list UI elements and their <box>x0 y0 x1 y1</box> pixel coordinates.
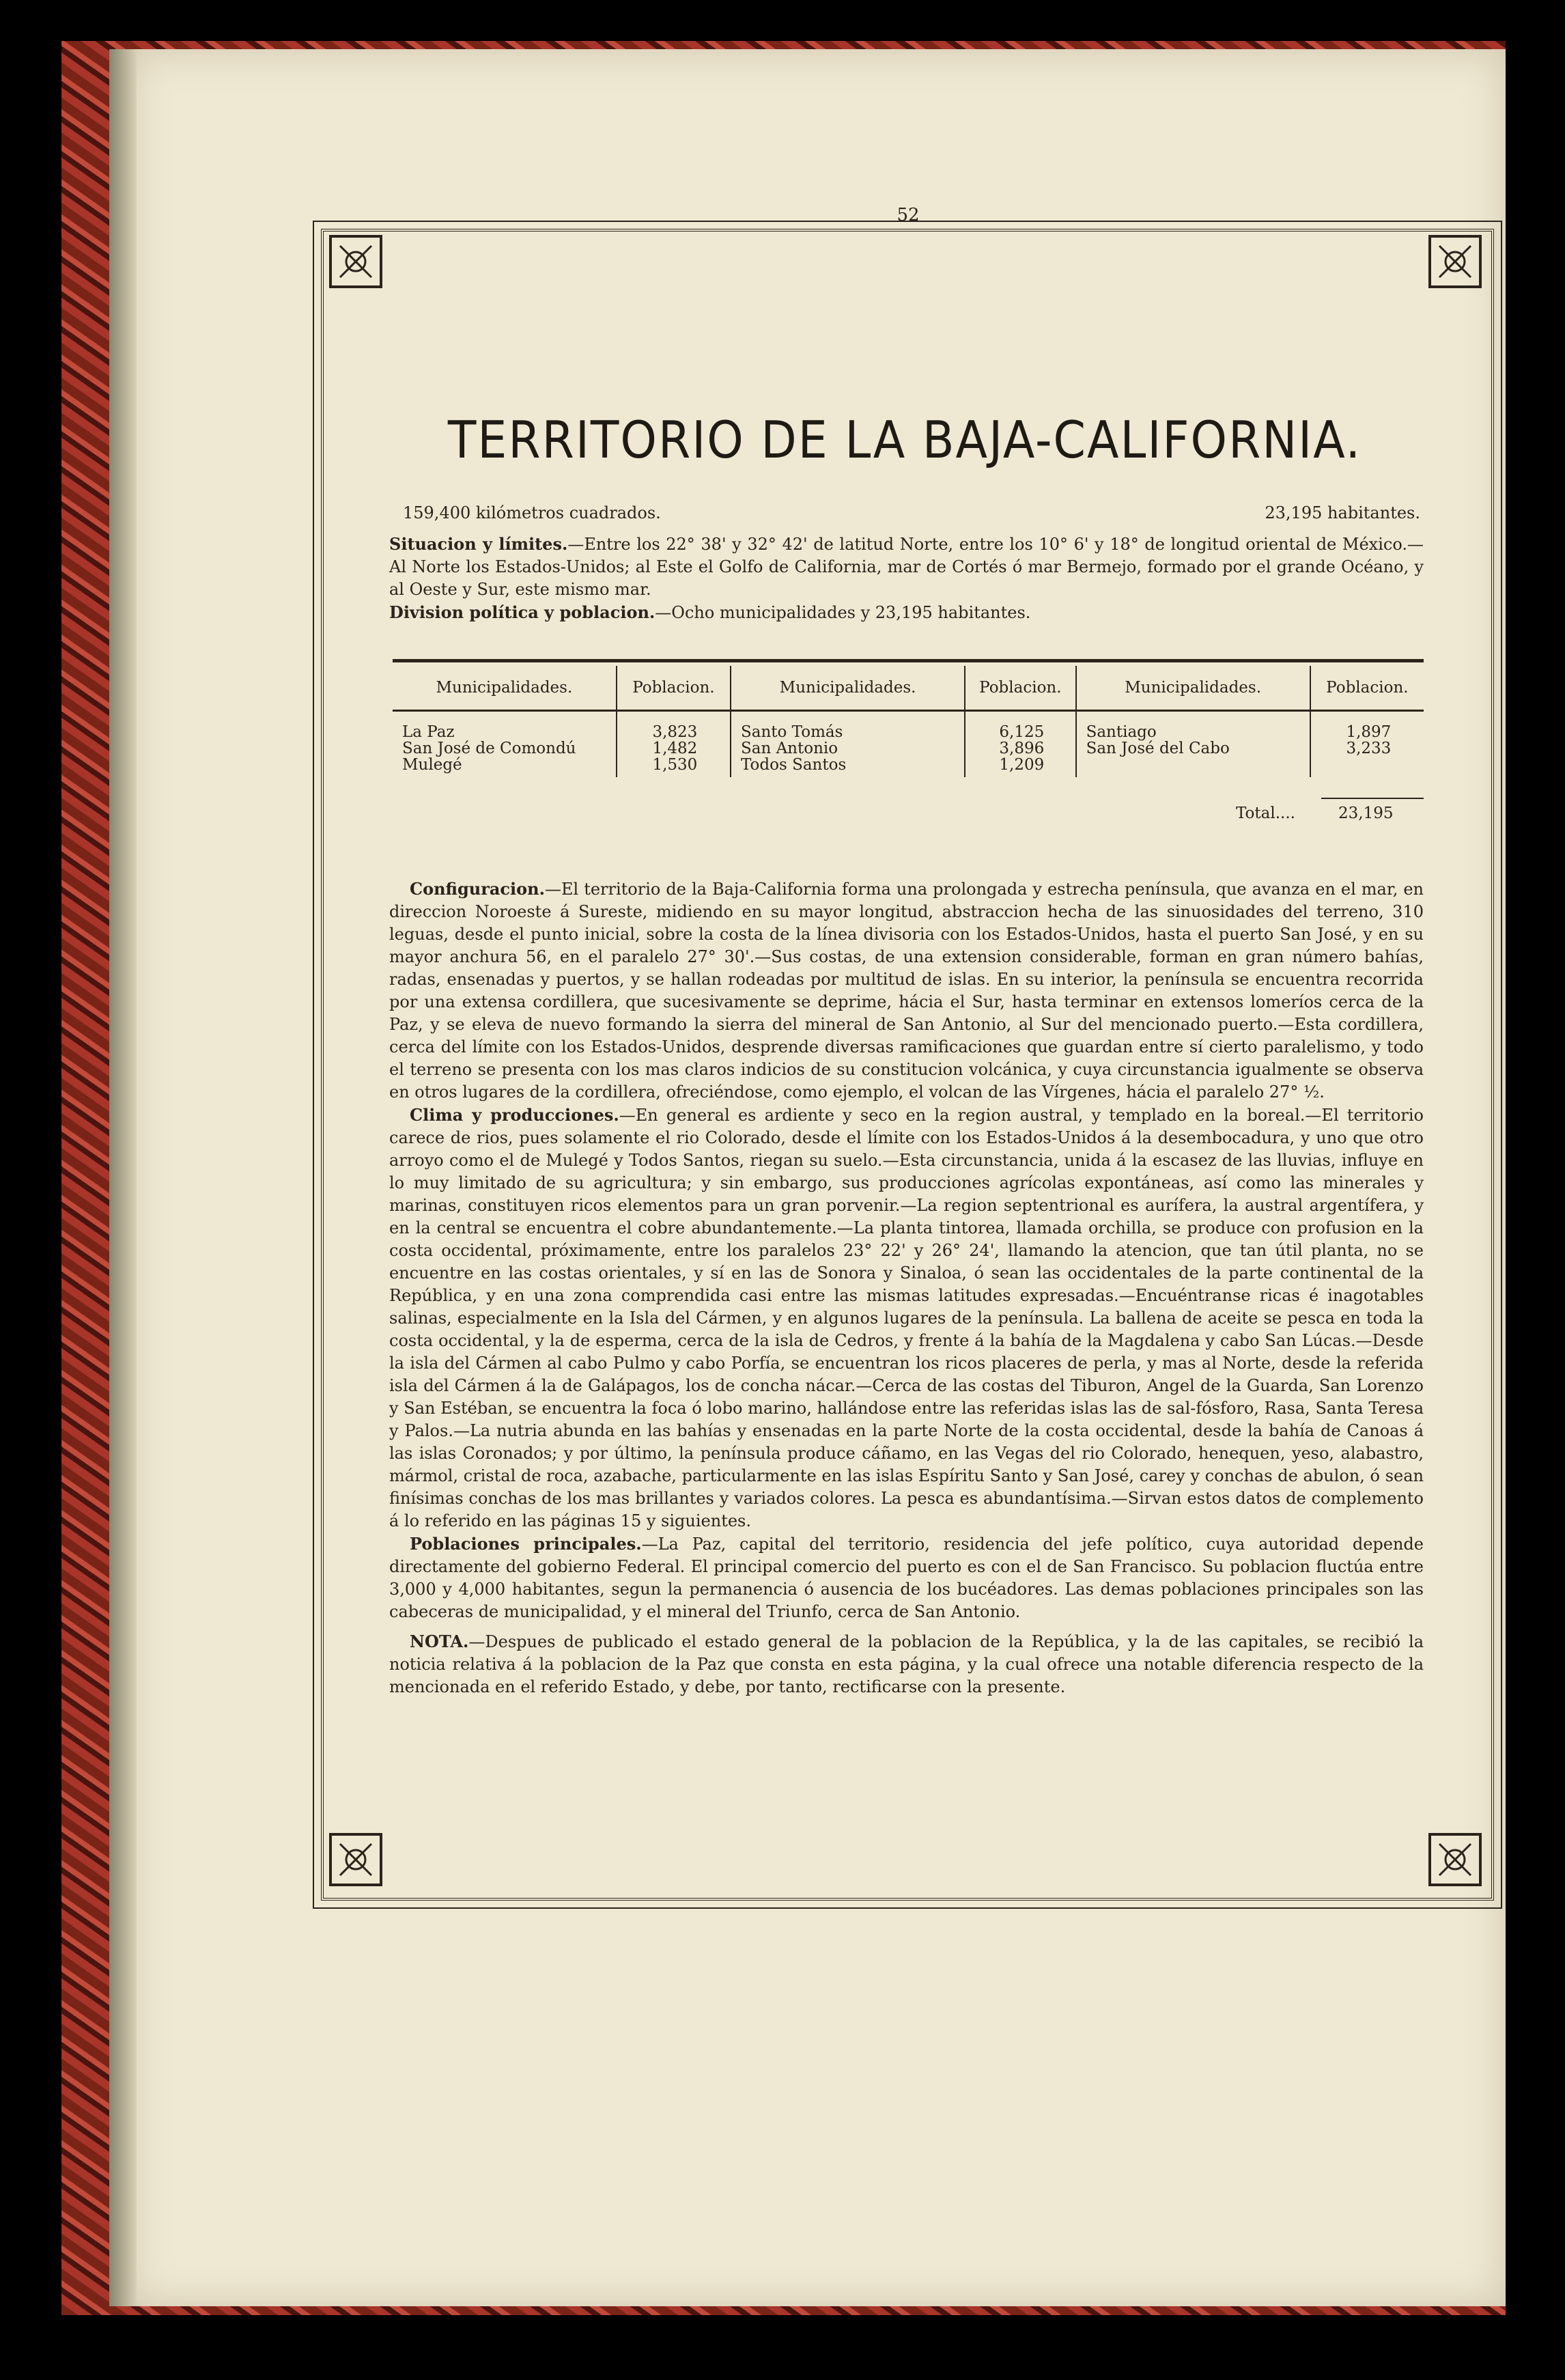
area-text: 159,400 kilómetros cuadrados. <box>403 503 661 522</box>
corner-ornament-icon <box>326 232 385 291</box>
page-gutter <box>109 49 137 2306</box>
total-label: Total.... <box>1236 804 1295 822</box>
population-text: 23,195 habitantes. <box>1265 503 1420 522</box>
nota-paragraph: NOTA.—Despues de publicado el estado general de la poblacion de la República, y la de las capitales, se recibió la noticia relativa á la poblacion de la Paz que consta en esta página, y la cual ofrece una notable diferencia respecto de la mencionada en el referido Estado, y debe, por tanto, rectificarse con la presente. <box>389 1632 1424 1696</box>
corner-ornament-icon <box>1426 1830 1484 1889</box>
settlements-paragraph: Poblaciones principales.—La Paz, capital del territorio, residencia del jefe político, cuya autoridad depende directamente del gobierno Federal. El principal comercio del puerto es con el de San Francisco. Su poblacion fluctúa entre 3,000 y 4,000 habitantes, segun la permanencia ó ausencia de los bucéadores. Las demas poblaciones principales son las cabeceras de municipalidad, y el mineral del Triunfo, cerca de San Antonio. <box>389 1534 1424 1621</box>
municipality-table <box>393 666 1424 777</box>
body-section <box>389 878 1424 1698</box>
configuration-paragraph: Configuracion.—El territorio de la Baja-California forma una prolongada y estrecha península, que avanza en el mar, en direccion Noroeste á Sureste, midiendo en su mayor longitud, abstraccion hecha de las sinuosidades del terreno, 310 leguas, desde el punto inicial, sobre la costa de la línea divisoria con los Estados-Unidos, hasta el puerto San José, y en su mayor anchura 56, en el paralelo 27° 30'.—Sus costas, de una extension considerable, forman en gran número bahías, radas, ensenadas y puertos, y se hallan rodeadas por multitud de islas. En su interior, la península se encuentra recorrida por una extensa cordillera, que sucesivamente se deprime, hácia el Sur, hasta terminar en extensos lomeríos cerca de la Paz, y se eleva de nuevo formando la sierra del mineral de San Antonio, al Sur del mencionado puerto.—Esta cordillera, cerca del límite con los Estados-Unidos, desprende diversas ramificaciones que guardan entre sí cierto paralelismo, y todo el terreno se presenta con los mas claros indicios de su constitucion volcánica, y cuya circunstancia igualmente se observa en otros lugares de la cordillera, ofreciéndose, como ejemplo, el volcan de las Vírgenes, hácia el paralelo 27° ½. <box>389 879 1424 1102</box>
intro-section <box>389 533 1424 624</box>
climate-paragraph: Clima y producciones.—En general es ardiente y seco en la region austral, y templado en la boreal.—El territorio carece de rios, pues solamente el rio Colorado, desde el límite con los Estados-Unidos á la desembocadura, y uno que otro arroyo como el de Mulegé y Todos Santos, riegan su suelo.—Esta circunstancia, unida á la escasez de las lluvias, influye en lo muy limitado de su agricultura; y sin embargo, sus producciones agrícolas expontáneas, así como las minerales y marinas, constituyen ricos elementos para un gran porvenir.—La region septentrional es aurífera, la austral argentífera, y en la central se encuentra el cobre abundantemente.—La planta tintorea, llamada orchilla, se produce con profusion en la costa occidental, próximamente, entre los paralelos 23° 22' y 26° 24', llamando la atencion, que tan útil planta, no se encuentre en las costas orientales, y sí en las de Sonora y Sinaloa, ó sean las occidentales de la parte continental de la República, y en una zona comprendida casi entre las mismas latitudes expresadas.—Encuéntranse ricas é inagotables salinas, especialmente en la Isla del Cármen, y en algunos lugares de la península. La ballena de aceite se pesca en toda la costa occidental, y la de esperma, cerca de la isla de Cedros, y frente á la bahía de la Magdalena y cabo San Lúcas.—Desde la isla del Cármen al cabo Pulmo y cabo Porfía, se encuentran los ricos placeres de perla, y mas al Norte, desde la referida isla del Cármen á la de Galápagos, los de concha nácar.—Cerca de las costas del Tiburon, Angel de la Guarda, San Lorenzo y San Estéban, se encuentra la foca ó lobo marino, hallándose entre las referidas islas las de sal-fósforo, Rasa, Santa Teresa y Palos.—La nutria abunda en las bahías y ensenadas en la parte Norte de la costa occidental, desde la bahía de Canoas á las islas Coronados; y por último, la península produce cáñamo, en las Vegas del rio Colorado, henequen, yeso, alabastro, mármol, cristal de roca, azabache, particularmente en las islas Espíritu Santo y San José, carey y conchas de abulon, ó sean finísimas conchas de los mas brillantes y variados colores. La pesca es abundantísima.—Sirvan estos datos de complemento á lo referido en las páginas 15 y siguientes. <box>389 1105 1424 1530</box>
corner-ornament-icon <box>1426 232 1484 291</box>
summary-line <box>403 502 1420 524</box>
table-header-row: Municipalidades. Poblacion. Municipalidades. Poblacion. Municipalidades. Poblacion. <box>393 666 1424 711</box>
page-number: 52 <box>897 205 920 225</box>
page-title: TERRITORIO DE LA BAJA-CALIFORNIA. <box>447 410 1362 471</box>
total-value: 23,195 <box>1338 804 1394 822</box>
table-top-rule <box>393 659 1424 662</box>
total-rule <box>1321 798 1424 799</box>
division-paragraph: Division política y poblacion.—Ocho municipalidades y 23,195 habitantes. <box>389 602 1031 622</box>
situation-paragraph: Situacion y límites.—Entre los 22° 38' y 32° 42' de latitud Norte, entre los 10° 6' y 18° de longitud oriental de México.—Al Norte los Estados-Unidos; al Este el Golfo de California, mar de Cortés ó mar Bermejo, formado por el grande Océano, y al Oeste y Sur, este mismo mar. <box>389 534 1424 599</box>
corner-ornament-icon <box>326 1830 385 1889</box>
table-row: La Paz San José de Comondú Mulegé 3,823 1,482 1,530 Santo Tomás San Antonio Todos Santos 6,125 3,896 1,209 Santiago San José del Cabo 1,897 3,233 <box>393 711 1424 778</box>
